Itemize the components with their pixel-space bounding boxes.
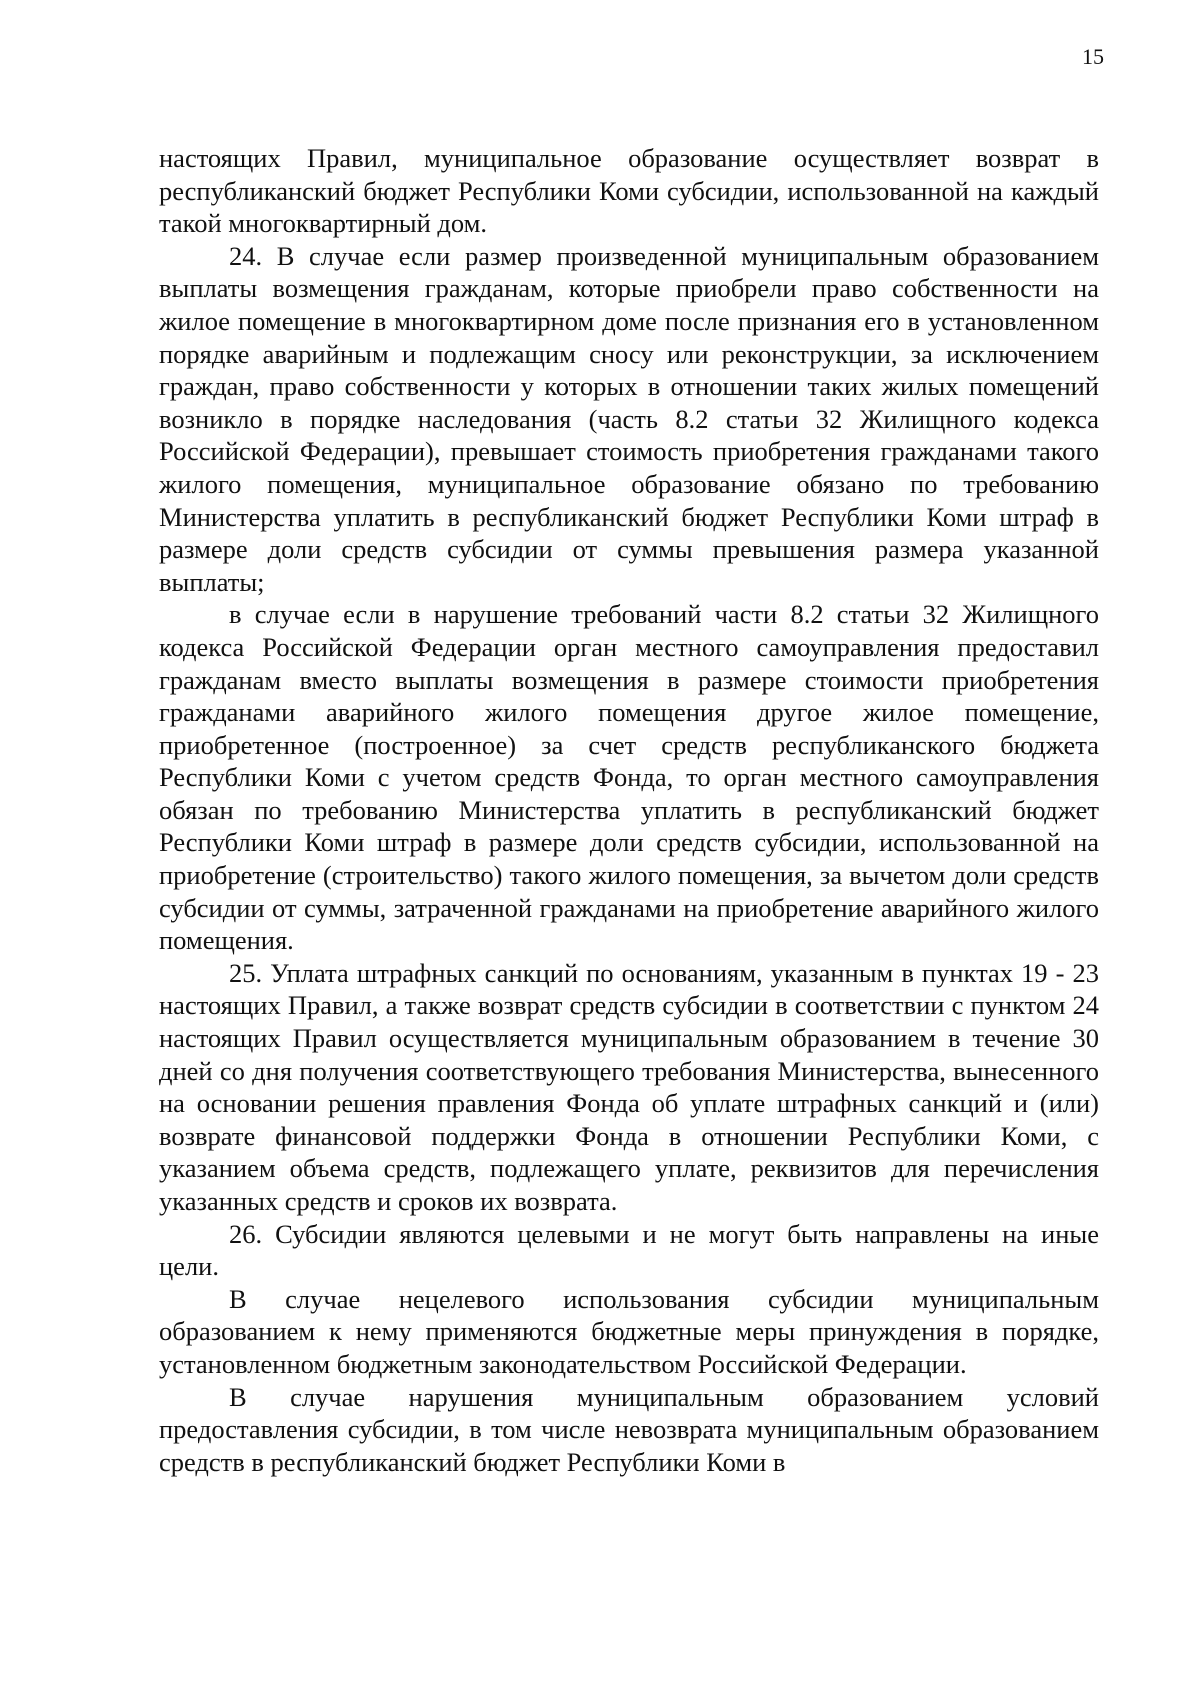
paragraph-continuation: настоящих Правил, муниципальное образование осуществляет возврат в республиканский бюджет Республики Коми субсидии, использованной на каждый такой многоквартирный дом. — [159, 143, 1099, 239]
document-body — [159, 142, 1099, 1478]
paragraph-violation-of-conditions: В случае нарушения муниципальным образованием условий предоставления субсидии, в том числе невозврата муниципальным образованием средств в республиканский бюджет Республики Коми в — [159, 1381, 1099, 1477]
paragraph-clause-24: 24. В случае если размер произведенной муниципальным образованием выплаты возмещения гражданам, которые приобрели право собственности на жилое помещение в многоквартирном доме после признания его в установленном порядке аварийным и подлежащим сносу или реконструкции, за исключением граждан, право собственности у которых в отношении таких жилых помещений возникло в порядке наследования (часть 8.2 статьи 32 Жилищного кодекса Российской Федерации), превышает стоимость приобретения гражданами такого жилого помещения, муниципальное образование обязано по требованию Министерства уплатить в республиканский бюджет Республики Коми штраф в размере доли средств субсидии от суммы превышения размера указанной выплаты; — [159, 240, 1099, 597]
page-number: 15 — [1082, 44, 1104, 69]
paragraph-clause-25: 25. Уплата штрафных санкций по основаниям, указанным в пунктах 19 - 23 настоящих Правил, а также возврат средств субсидии в соответствии с пунктом 24 настоящих Правил осуществляется муниципальным образованием в течение 30 дней со дня получения соответствующего требования Министерства, вынесенного на основании решения правления Фонда об уплате штрафных санкций и (или) возврате финансовой поддержки Фонда в отношении Республики Коми, с указанием объема средств, подлежащего уплате, реквизитов для перечисления указанных средств и сроков их возврата. — [159, 957, 1099, 1216]
paragraph-clause-24-part-2: в случае если в нарушение требований части 8.2 статьи 32 Жилищного кодекса Российской Федерации орган местного самоуправления предоставил гражданам вместо выплаты возмещения в размере стоимости приобретения гражданами аварийного жилого помещения другое жилое помещение, приобретенное (построенное) за счет средств республиканского бюджета Республики Коми с учетом средств Фонда, то орган местного самоуправления обязан по требованию Министерства уплатить в республиканский бюджет Республики Коми штраф в размере доли средств субсидии, использованной на приобретение (строительство) такого жилого помещения, за вычетом доли средств субсидии от суммы, затраченной гражданами на приобретение аварийного жилого помещения. — [159, 599, 1099, 956]
paragraph-clause-26: 26. Субсидии являются целевыми и не могут быть направлены на иные цели. — [159, 1218, 1099, 1282]
paragraph-misuse-of-subsidy: В случае нецелевого использования субсидии муниципальным образованием к нему применяются бюджетные меры принуждения в порядке, установленном бюджетным законодательством Российской Федерации. — [159, 1283, 1099, 1379]
